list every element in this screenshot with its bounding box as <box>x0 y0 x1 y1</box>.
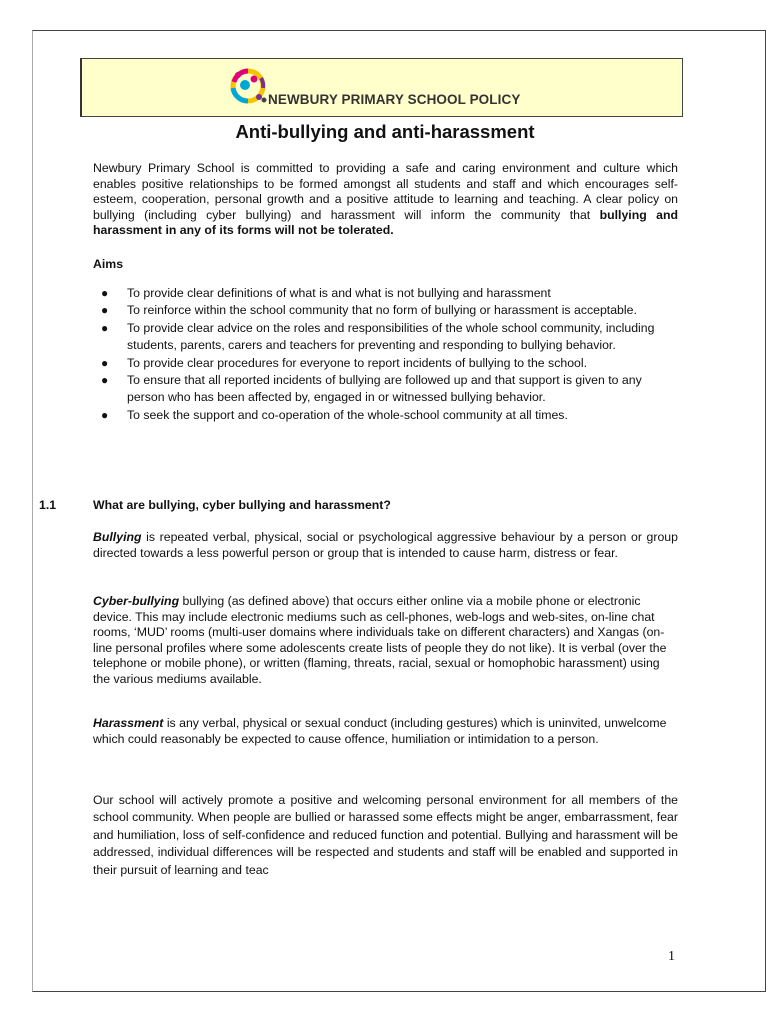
bullet-icon: ● <box>101 407 109 422</box>
intro-text: Newbury Primary School is committed to providing a safe and caring environment and culture which enables positive relationships to be formed amongst all students and staff and which encourages self-esteem, cooperation, personal growth and a positive attitude to learning and teaching. A clear policy on bullying (including cyber bullying) and harassment will inform the community that <box>93 161 678 222</box>
aims-heading: Aims <box>93 257 124 271</box>
aim-text: To ensure that all reported incidents of bullying are followed up and that support is given to any person who has been affected by, engaged in or witnessed bullying behavior. <box>127 373 642 405</box>
bullet-icon: ● <box>101 286 109 300</box>
bullet-icon: ● <box>101 355 109 370</box>
closing-paragraph: Our school will actively promote a positive and welcoming personal environment for all members of the school community. When people are bullied or harassed some effects might be anger, embarrassment, fear and humiliation, loss of self-confidence and reduced function and potential. Bullying and harassment will be addressed, individual differences will be respected and students and staff will be enabled and supported in their pursuit of learning and teac <box>93 793 678 877</box>
aims-list <box>101 285 671 424</box>
bullet-icon: ● <box>101 320 109 335</box>
harassment-definition: is any verbal, physical or sexual conduct (including gestures) which is uninvited, unwelcome which could reasonably be expected to cause offence, humiliation or intimidation to a person. <box>93 716 667 746</box>
header-title: NEWBURY PRIMARY SCHOOL POLICY <box>268 92 521 107</box>
harassment-term: Harassment <box>93 716 164 730</box>
list-item <box>101 302 671 319</box>
aim-text: To reinforce within the school community that no form of bullying or harassment is acceptable. <box>127 303 637 318</box>
list-item <box>101 372 671 407</box>
intro-bold-text: bullying and harassment in any of its forms will not be tolerated. <box>93 207 678 238</box>
aim-text: To provide clear definitions of what is and what is not bullying and harassment <box>127 286 551 300</box>
list-item <box>101 285 671 302</box>
cyber-bullying-definition: bullying (as defined above) that occurs either online via a mobile phone or electronic device. This may include electronic mediums such as cell-phones, web-logs and web-sites, on-line chat rooms, ‘MUD’ rooms (multi-user domains where individuals take on different characters) and Xangas (on-line personal profiles where some adolescents create lists of people they do not like). It is verbal (over the telephone or mobile phone), or written (flaming, threats, racial, sexual or homophobic harassment) using the various mediums available. <box>93 594 667 686</box>
page-title: Anti-bullying and anti-harassment <box>235 121 535 142</box>
bullet-icon: ● <box>101 303 109 318</box>
bullet-icon: ● <box>101 373 109 388</box>
list-item <box>101 320 671 355</box>
list-item <box>101 407 671 424</box>
bullying-paragraph <box>93 530 678 561</box>
bullying-term: Bullying <box>93 530 142 544</box>
harassment-paragraph <box>93 716 678 747</box>
aim-text: To provide clear procedures for everyone to report incidents of bullying to the school. <box>127 355 588 370</box>
intro-paragraph <box>93 161 678 239</box>
bullying-definition: is repeated verbal, physical, social or psychological aggressive behaviour by a person or group directed towards a less powerful person or group that is intended to cause harm, distress or fear. <box>93 530 678 560</box>
cyber-bullying-paragraph <box>93 594 678 688</box>
school-logo-icon <box>224 64 270 108</box>
page-number: 1 <box>668 949 675 964</box>
section-title: What are bullying, cyber bullying and harassment? <box>93 498 391 512</box>
aim-text: To provide clear advice on the roles and responsibilities of the whole school community, including students, parents, carers and teachers for preventing and responding to bullying behavior. <box>127 320 655 353</box>
cyber-bullying-term: Cyber-bullying <box>93 594 180 608</box>
header-banner <box>80 58 683 117</box>
section-number: 1.1 <box>39 498 57 512</box>
list-item <box>101 355 671 372</box>
aim-text: To seek the support and co-operation of the whole-school community at all times. <box>127 407 568 422</box>
